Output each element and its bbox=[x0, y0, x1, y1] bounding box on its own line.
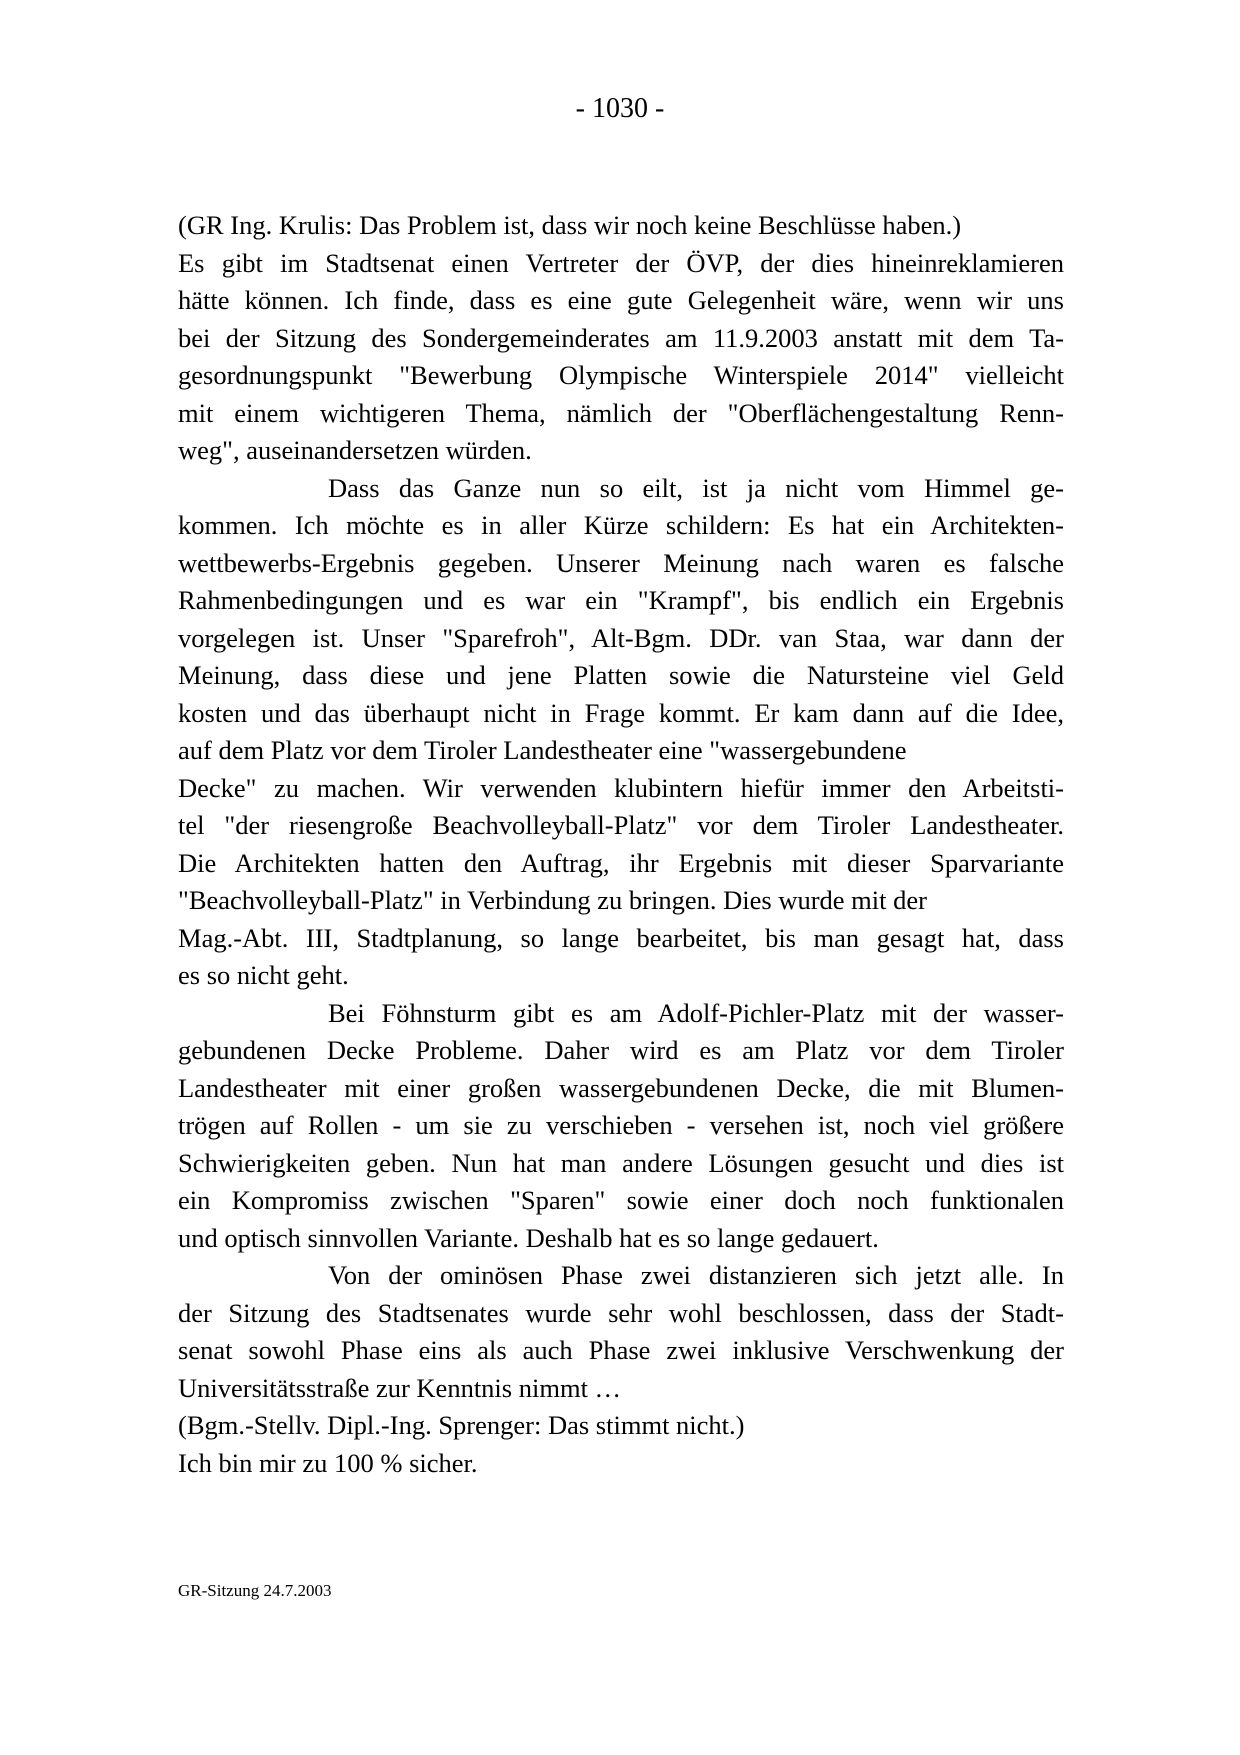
text-line: "Beachvolleyball-Platz" in Verbindung zu bringen. Dies wurde mit der bbox=[178, 885, 927, 915]
text-line: Mag.-Abt. III, Stadtplanung, so lange bearbeitet, bis man gesagt hat, dass bbox=[178, 922, 1064, 953]
text-line: es so nicht geht. bbox=[178, 960, 349, 990]
text-line: Landestheater mit einer großen wassergebundenen Decke, die mit Blumen- bbox=[178, 1072, 1064, 1103]
text-line: und optisch sinnvollen Variante. Deshalb hat es so lange gedauert. bbox=[178, 1222, 879, 1253]
text-line: Von der ominösen Phase zwei distanzieren sich jetzt alle. In bbox=[328, 1260, 1064, 1290]
text-line: hätte können. Ich finde, dass es eine gute Gelegenheit wäre, wenn wir uns bbox=[178, 285, 1064, 315]
text-line: auf dem Platz vor dem Tiroler Landestheater eine "wassergebundene bbox=[178, 735, 907, 765]
text-line: Es gibt im Stadtsenat einen Vertreter der ÖVP, der dies hineinreklamieren bbox=[178, 247, 1064, 278]
text-line: Dass das Ganze nun so eilt, ist ja nicht vom Himmel ge- bbox=[328, 472, 1064, 503]
text-line: Decke" zu machen. Wir verwenden klubintern hiefür immer den Arbeitsti- bbox=[178, 772, 1064, 803]
text-line: vorgelegen ist. Unser "Sparefroh", Alt-Bgm. DDr. van Staa, war dann der bbox=[178, 622, 1064, 653]
text-line: Die Architekten hatten den Auftrag, ihr Ergebnis mit dieser Sparvariante bbox=[178, 847, 1064, 878]
text-line: kommen. Ich möchte es in aller Kürze schildern: Es hat ein Architekten- bbox=[178, 510, 1064, 540]
text-line: ein Kompromiss zwischen "Sparen" sowie einer doch noch funktionalen bbox=[178, 1185, 1064, 1215]
body-text bbox=[178, 207, 1064, 1482]
text-line: der Sitzung des Stadtsenates wurde sehr wohl beschlossen, dass der Stadt- bbox=[178, 1297, 1064, 1328]
text-line: mit einem wichtigeren Thema, nämlich der "Oberflächengestaltung Renn- bbox=[178, 397, 1064, 428]
text-line: Ich bin mir zu 100 % sicher. bbox=[178, 1447, 478, 1478]
text-line: tel "der riesengroße Beachvolleyball-Platz" vor dem Tiroler Landestheater. bbox=[178, 810, 1064, 840]
text-line: Rahmenbedingungen und es war ein "Krampf", bis endlich ein Ergebnis bbox=[178, 585, 1064, 615]
footer-session-date: GR-Sitzung 24.7.2003 bbox=[178, 1581, 332, 1600]
text-line: (GR Ing. Krulis: Das Problem ist, dass wir noch keine Beschlüsse haben.) bbox=[178, 210, 962, 240]
text-line: Meinung, dass diese und jene Platten sowie die Natursteine viel Geld bbox=[178, 660, 1064, 690]
text-line: weg", auseinandersetzen würden. bbox=[178, 435, 532, 465]
text-line: (Bgm.-Stellv. Dipl.-Ing. Sprenger: Das stimmt nicht.) bbox=[178, 1410, 745, 1440]
text-line: Bei Föhnsturm gibt es am Adolf-Pichler-Platz mit der wasser- bbox=[328, 997, 1064, 1028]
text-line: Schwierigkeiten geben. Nun hat man andere Lösungen gesucht und dies ist bbox=[178, 1147, 1064, 1178]
text-line: bei der Sitzung des Sondergemeinderates am 11.9.2003 anstatt mit dem Ta- bbox=[178, 322, 1064, 353]
text-line: gesordnungspunkt "Bewerbung Olympische Winterspiele 2014" vielleicht bbox=[178, 360, 1064, 390]
text-line: wettbewerbs-Ergebnis gegeben. Unserer Meinung nach waren es falsche bbox=[178, 547, 1064, 578]
text-line: trögen auf Rollen - um sie zu verschieben - versehen ist, noch viel größere bbox=[178, 1110, 1064, 1140]
text-line: gebundenen Decke Probleme. Daher wird es am Platz vor dem Tiroler bbox=[178, 1035, 1064, 1065]
text-line: kosten und das überhaupt nicht in Frage kommt. Er kam dann auf die Idee, bbox=[178, 697, 1064, 728]
text-line: senat sowohl Phase eins als auch Phase zwei inklusive Verschwenkung der bbox=[178, 1335, 1064, 1365]
text-line: Universitätsstraße zur Kenntnis nimmt … bbox=[178, 1372, 622, 1403]
page-number: - 1030 - bbox=[575, 93, 665, 124]
